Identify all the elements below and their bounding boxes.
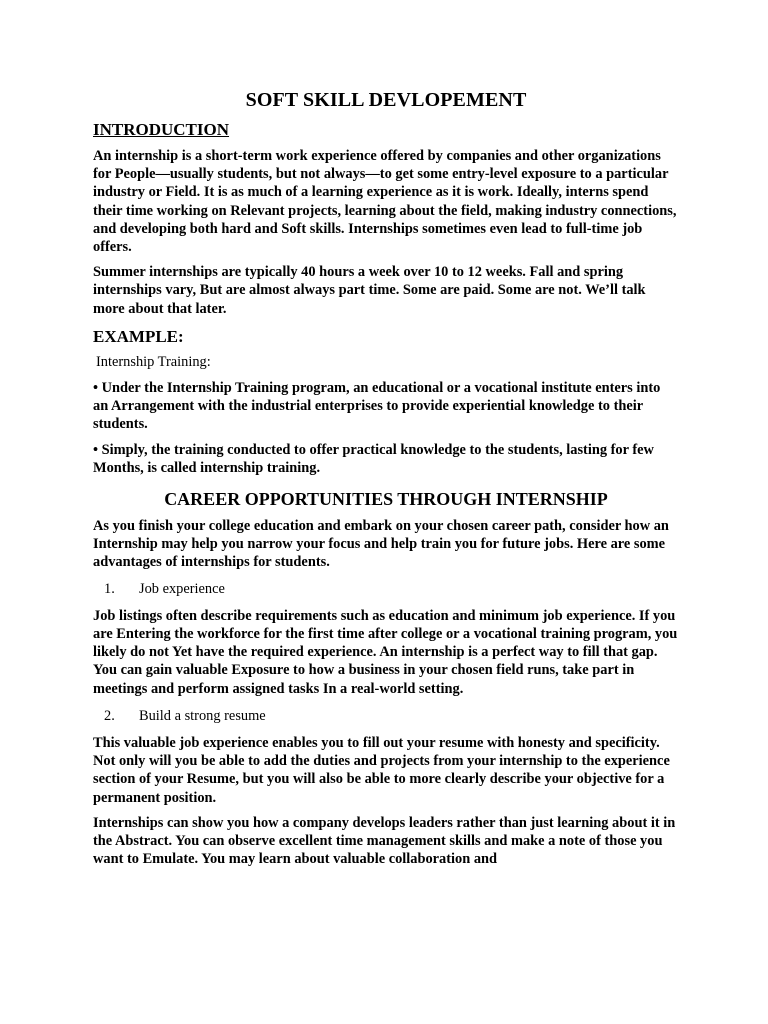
list-item-label: Build a strong resume xyxy=(139,707,266,724)
example-bullet-2: • Simply, the training conducted to offer practical knowledge to the students, lasting for few Months, is called internship training. xyxy=(93,441,654,476)
list-item-number: 1. xyxy=(104,580,115,597)
list-item-build-resume xyxy=(93,707,679,725)
list-item-job-experience xyxy=(93,580,679,598)
job-experience-paragraph: Job listings often describe requirements such as education and minimum job experience. If you are Entering the workforce for the first time after college or a vocational training program, you likely do not Yet have the required experience. An internship is a perfect way to fill that gap. You can gain valuable Exposure to how a business in your chosen field runs, take part in meetings and perform assigned tasks In a real-world setting. xyxy=(93,607,678,697)
introduction-heading: INTRODUCTION xyxy=(93,120,230,139)
list-item-number: 2. xyxy=(104,707,115,724)
example-subheading: Internship Training: xyxy=(96,353,211,370)
example-bullet-1: • Under the Internship Training program, an educational or a vocational institute enters into an Arrangement with the industrial enterprises to provide experiential knowledge to their students. xyxy=(93,380,661,433)
intro-paragraph-1: An internship is a short-term work experience offered by companies and other organizations for People—usually students, but not always—to get some entry-level exposure to a particular industry or Field. It is as much of a learning experience as it is work. Ideally, interns spend their time working on Relevant projects, learning about the field, making industry connections, and developing both hard and Soft skills. Internships sometimes even lead to full-time job offers. xyxy=(93,148,677,256)
intro-paragraph-2: Summer internships are typically 40 hours a week over 10 to 12 weeks. Fall and spring internships vary, But are almost always part time. Some are paid. Some are not. We’ll talk more about that later. xyxy=(93,264,646,317)
resume-paragraph-1: This valuable job experience enables you to fill out your resume with honesty and specificity. Not only will you be able to add the duties and projects from your internship to the experience section of your Resume, but you will also be able to more clearly describe your objective for a permanent position. xyxy=(93,735,670,806)
career-intro-paragraph: As you finish your college education and embark on your chosen career path, consider how an Internship may help you narrow your focus and help train you for future jobs. Here are some advantages of internships for students. xyxy=(93,518,669,571)
document-title: SOFT SKILL DEVLOPEMENT xyxy=(245,89,527,111)
resume-paragraph-2: Internships can show you how a company develops leaders rather than just learning about it in the Abstract. You can observe excellent time management skills and make a note of those you want to Emulate. You may learn about valuable collaboration and xyxy=(93,814,676,868)
career-heading: CAREER OPPORTUNITIES THROUGH INTERNSHIP xyxy=(164,489,608,510)
list-item-label: Job experience xyxy=(139,580,225,597)
example-heading: EXAMPLE: xyxy=(93,326,184,346)
document-page xyxy=(93,88,679,876)
